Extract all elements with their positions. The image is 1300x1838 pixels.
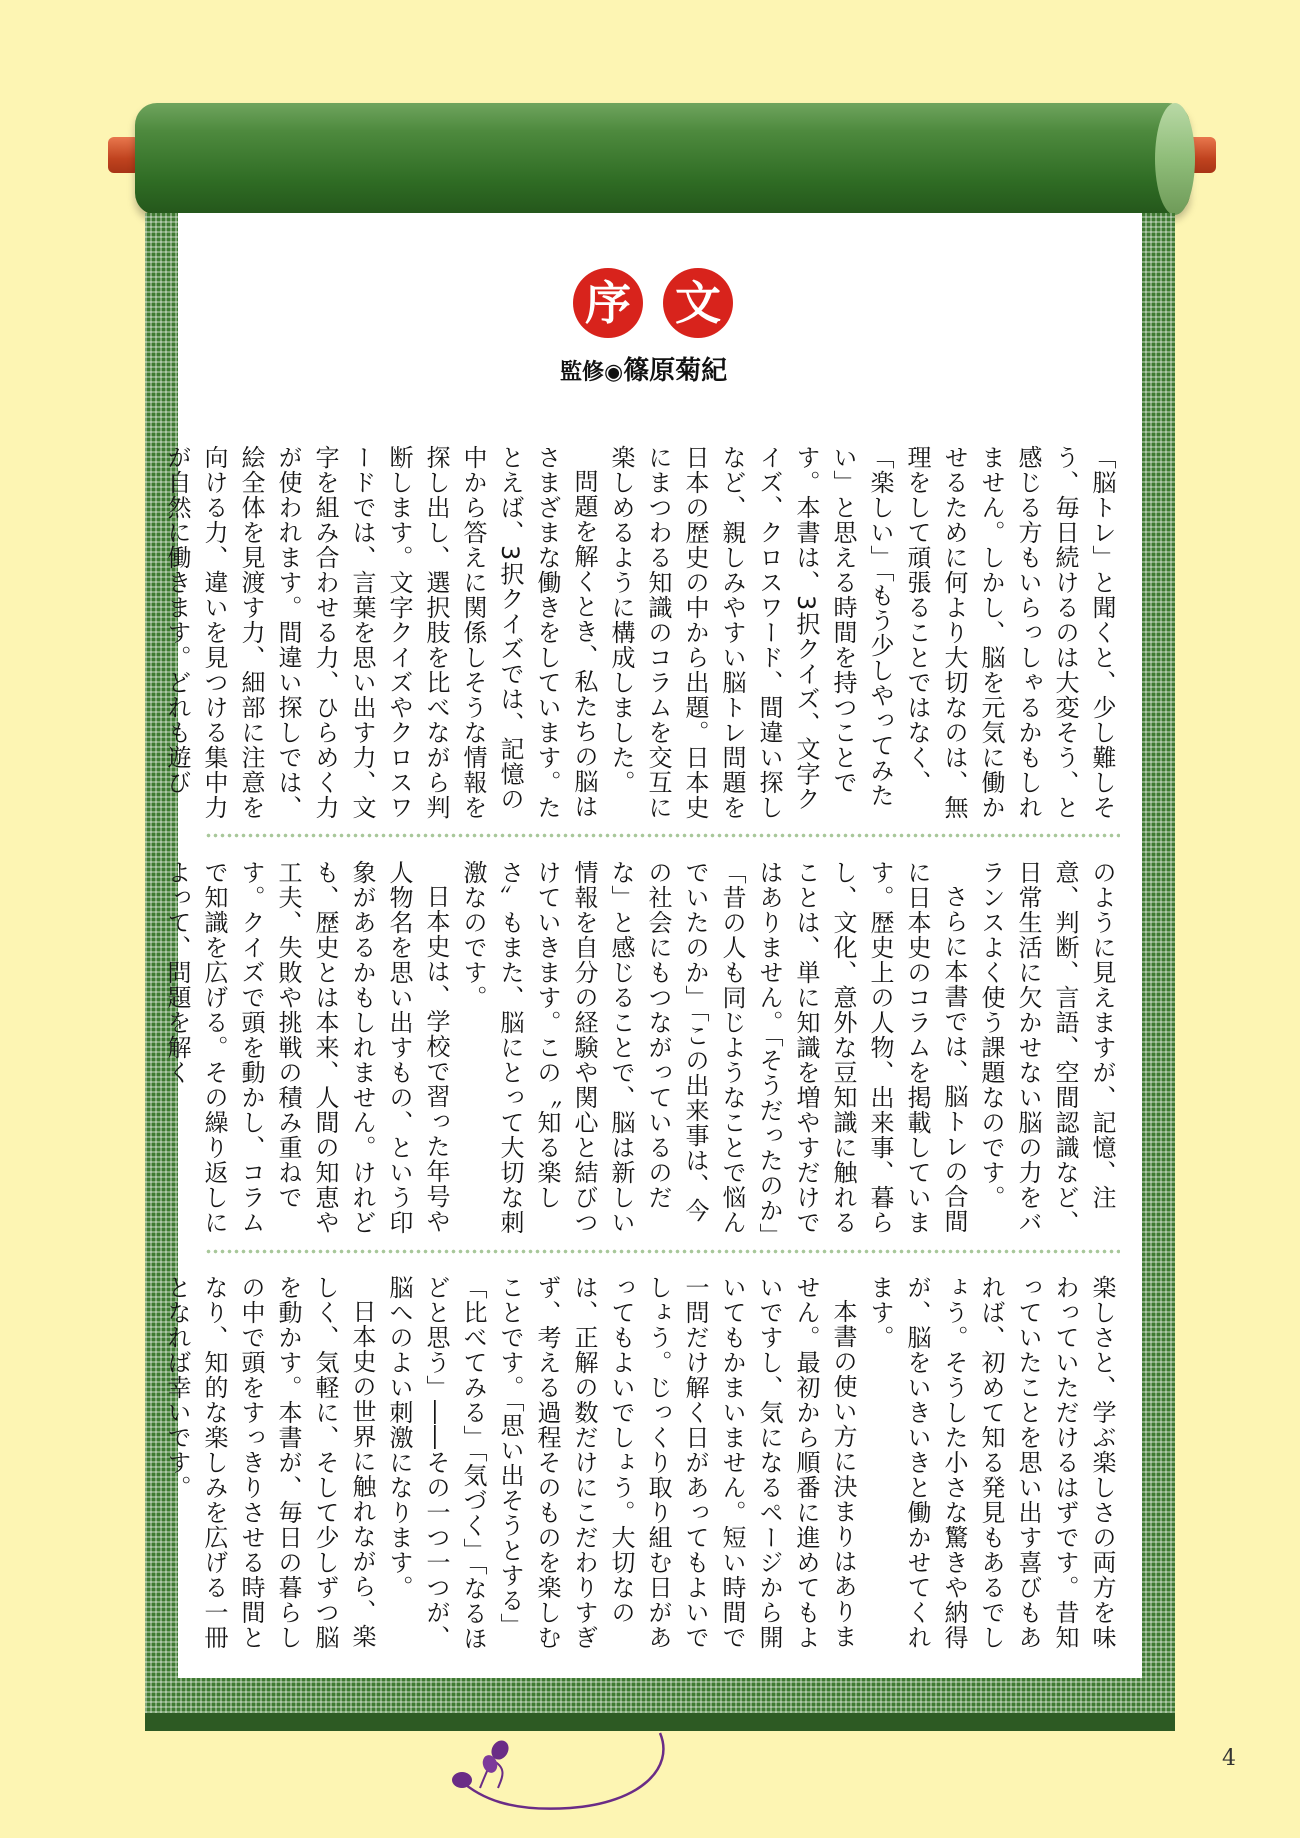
tassel-cord-icon [440,1728,690,1823]
paragraph: 問題を解くとき、私たちの脳はさまざまな働きをしています。たとえば、3択クイズでは、記憶の中から答えに関係しそうな情報を探し出し、選択肢を比べながら判断します。文字クイズやクロスワードでは、言葉を思い出す力、文字を組み合わせる力、ひらめく力が使われます。間違い探しでは、絵全体を見渡す力、細部に注意を向ける力、違いを見つける集中力が自然に働きます。どれも遊び [163,445,598,820]
paragraph: 「脳トレ」と聞くと、少し難しそう、毎日続けるのは大変そう、と感じる方もいらっしゃるかもしれません。しかし、脳を元気に働かせるために何より大切なのは、無理をして頑張ることではなく、「楽しい」「もう少しやってみたい」と思える時間を持つことです。本書は、3択クイズ、文字クイズ、クロスワード、間違い探しなど、親しみやすい脳トレ問題を日本の歴史の中から出題。日本史にまつわる知識のコラムを交互に楽しめるように構成しました。 [607,445,1116,820]
paragraph: 本書の使い方に決まりはありません。最初から順番に進めてもよいですし、気になるページから開いてもかまいません。短い時間で一問だけ解く日があってもよいでしょう。じっくり取り組む日があってもよいでしょう。大切なのは、正解の数だけにこだわりすぎず、考える過程そのものを楽しむことです。「思い出そうとする」「比べてみる」「気づく」「なるほどと思う」――その一つ一つが、脳へのよい刺激になります。 [385,1275,857,1651]
text-block-3 [163,1275,1120,1655]
paragraph: 日本史は、学校で習った年号や人物名を思い出すもの、という印象があるかもしれません。けれども、歴史とは本来、人間の知恵や工夫、失敗や挑戦の積み重ねです。クイズで頭を動かし、コラムで知識を広げる。その繰り返しによって、問題を解く [163,860,450,1235]
dotted-divider [205,1248,1120,1256]
paragraph: 日本史の世界に触れながら、楽しく、気軽に、そして少しずつ脳を動かす。本書が、毎日の暮らしの中で頭をすっきりさせる時間となり、知的な楽しみを広げる一冊となれば幸いです。 [163,1275,376,1650]
scroll-rod-end [1155,103,1195,215]
paragraph: さらに本書では、脳トレの合間に日本史のコラムを掲載しています。歴史上の人物、出来事、暮らし、文化、意外な豆知識に触れることは、単に知識を増やすだけではありません。「そうだったのか」「昔の人も同じようなことで悩んでいたのか」「この出来事は、今の社会にもつながっているのだな」と感じることで、脳は新しい情報を自分の経験や関心と結びつけていきます。この〝知る楽しさ〟もまた、脳にとって大切な刺激なのです。 [459,860,968,1236]
text-block-2 [163,860,1120,1242]
scroll-rod [135,103,1190,215]
page-number: 4 [1222,1746,1236,1771]
title-char-2: 文 [663,268,733,338]
paragraph: 楽しさと、学ぶ楽しさの両方を味わっていただけるはずです。昔知っていたことを思い出す喜びもあれば、初めて知る発見もあるでしょう。そうした小さな驚きや納得が、脳をいきいきと働かせてくれます。 [866,1275,1116,1650]
supervisor-credit [560,350,760,387]
title-char-1: 序 [573,268,643,338]
supervisor-name: 篠原菊紀 [623,356,728,386]
text-block-1 [163,445,1120,825]
paragraph: のように見えますが、記憶、注意、判断、言語、空間認識など、日常生活に欠かせない脳の力をバランスよく使う課題なのです。 [977,860,1116,1235]
supervisor-prefix: 監修 [560,360,605,385]
supervisor-bullet: ◉ [604,360,624,385]
dotted-divider [205,832,1120,840]
